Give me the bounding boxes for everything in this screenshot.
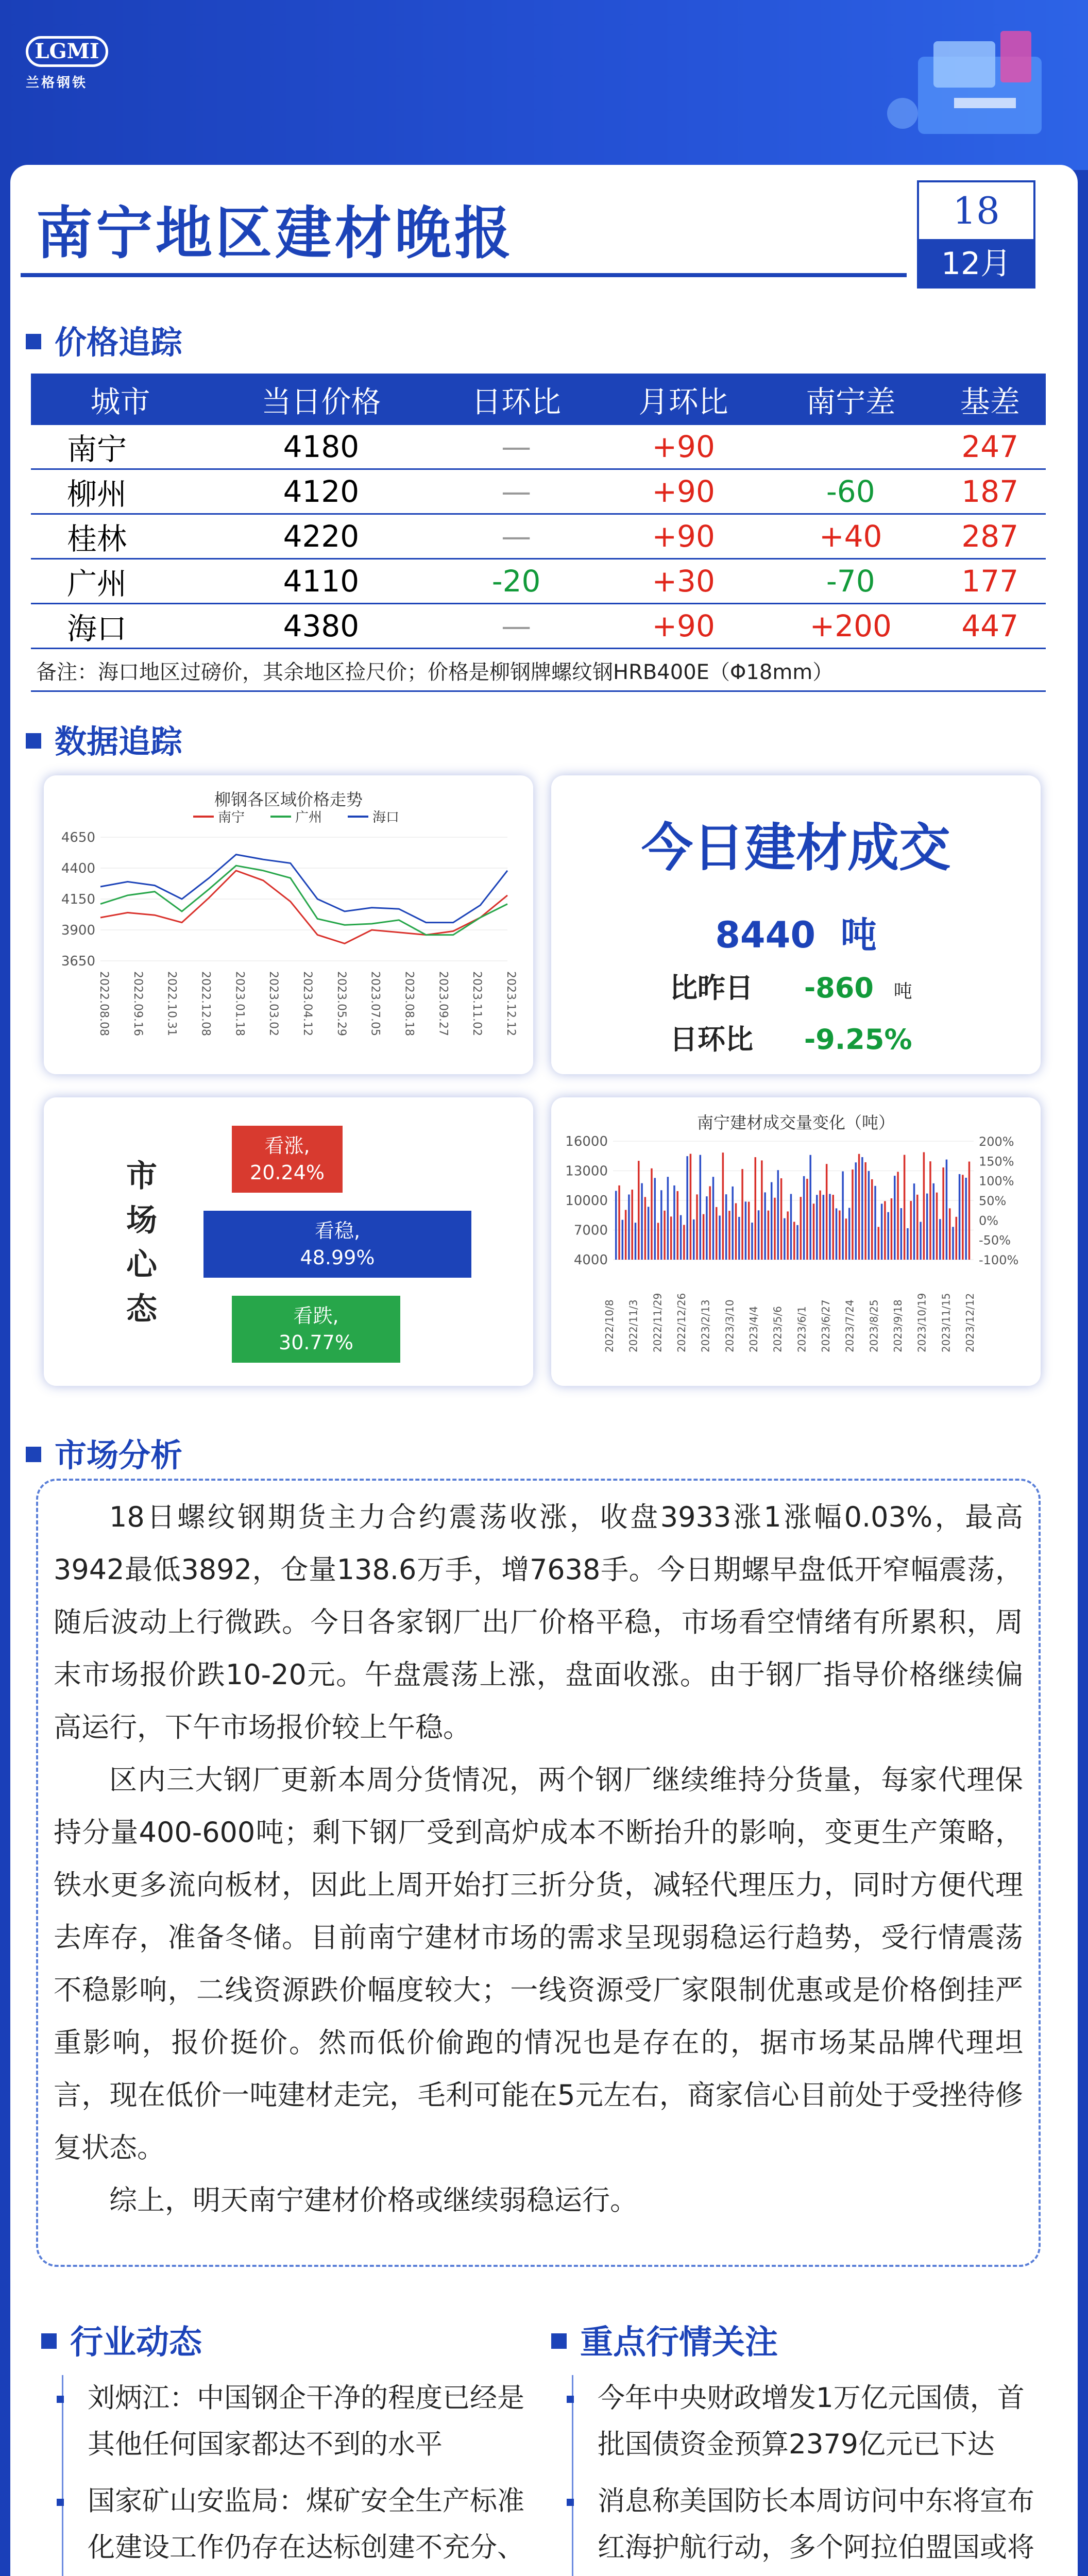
analysis-paragraph: 区内三大钢厂更新本周分货情况，两个钢厂继续维持分货量，每家代理保持分量400-600吨；剩下钢厂受到高炉成本不断抬升的影响，变更生产策略，铁水更多流向板材，因此上周开始打三折分货，减轻代理压力，同时方便代理去库存，准备冬储。目前南宁建材市场的需求呈现弱稳运行趋势，受行情震荡不稳影响，二线资源跌价幅度较大；一线资源受厂家限制优惠或是价格倒挂严重影响，报价挺价。然而低价偷跑的情况也是存在的，据市场某品牌代理坦言，现在低价一吨建材走完，毛利可能在5元左右，商家信心目前处于受挫待修复状态。 [54, 1764, 1023, 2164]
volume-bar [638, 1161, 640, 1260]
volume-bar [748, 1201, 750, 1260]
volume-bar [667, 1177, 669, 1260]
diff-cell: -70 [767, 559, 934, 604]
city-cell: 南宁 [31, 425, 210, 469]
volume-bar [686, 1156, 688, 1260]
list-item[interactable] [46, 2478, 531, 2576]
volume-bar [852, 1170, 854, 1260]
month-change-cell: +90 [600, 604, 767, 649]
sentiment-value: 20.24% [250, 1161, 325, 1184]
x-tick-label: 2023/3/10 [723, 1299, 736, 1352]
volume-bar [907, 1228, 909, 1260]
industry-news-list [46, 2375, 531, 2576]
volume-bar [848, 1208, 851, 1260]
y2-tick-label: 50% [979, 1194, 1007, 1208]
sentiment-bar [203, 1211, 471, 1278]
section-title-data [26, 716, 182, 762]
date-month: 12月 [919, 239, 1033, 289]
today-volume [551, 906, 1041, 958]
x-tick-label: 2023/2/13 [699, 1299, 712, 1352]
y-tick-label: 13000 [565, 1163, 608, 1179]
volume-chart [551, 1131, 1041, 1383]
section-label: 重点行情关注 [580, 2324, 778, 2362]
volume-bar [942, 1167, 944, 1260]
x-tick-label: 2022.09.16 [131, 971, 144, 1036]
series-line [100, 866, 507, 935]
volume-bar [768, 1211, 770, 1260]
x-tick-label: 2023/6/1 [795, 1306, 808, 1352]
x-tick-label: 2022/10/8 [603, 1299, 616, 1352]
chart-title: 柳钢各区域价格走势 [214, 790, 363, 809]
volume-bar [625, 1210, 627, 1260]
table-row [31, 559, 1046, 604]
series-line [100, 855, 507, 923]
column-header: 城市 [31, 374, 210, 425]
title-underline [21, 273, 907, 277]
volume-bar [861, 1157, 863, 1260]
volume-bar [693, 1219, 695, 1260]
volume-bar [774, 1198, 776, 1260]
month-change-cell: +90 [600, 425, 767, 469]
volume-bar [683, 1225, 685, 1260]
price-trend-chart [44, 806, 533, 1074]
table-row [31, 425, 1046, 469]
volume-value: 8440 [715, 914, 816, 956]
sentiment-label: 市场心态 [126, 1158, 157, 1327]
price-cell: 4110 [210, 559, 433, 604]
volume-bar [897, 1172, 899, 1260]
volume-bar [946, 1160, 948, 1260]
volume-bar [871, 1179, 873, 1260]
table-row [31, 514, 1046, 559]
volume-bar [780, 1178, 783, 1260]
volume-bar [800, 1197, 802, 1260]
volume-bar [622, 1220, 624, 1260]
y-tick-label: 7000 [573, 1223, 608, 1239]
today-volume-box [551, 775, 1041, 1074]
basis-cell: 287 [934, 514, 1046, 559]
volume-bar [933, 1183, 935, 1260]
x-tick-label: 2022/11/29 [651, 1293, 664, 1352]
analysis-paragraph: 18日螺纹钢期货主力合约震荡收涨，收盘3933涨1涨幅0.03%，最高3942最低3892，仓量138.6万手，增7638手。今日期螺早盘低开窄幅震荡，随后波动上行微跌。今日各家钢厂出厂价格平稳，市场看空情绪有所累积，周末市场报价跌10-20元。午盘震荡上涨，盘面收涨。由于钢厂指导价格继续偏高运行，下午市场报价较上午稳。 [54, 1501, 1023, 1743]
day-ratio-label: 日环比 [670, 1023, 753, 1056]
x-tick-label: 2023.11.02 [470, 971, 484, 1036]
volume-bar [926, 1194, 928, 1260]
section-label: 价格追踪 [55, 324, 183, 361]
volume-bar [777, 1170, 779, 1260]
x-tick-label: 2022/12/26 [675, 1293, 688, 1352]
y-tick-label: 3650 [61, 954, 95, 969]
volume-bar [712, 1177, 715, 1260]
volume-bar [916, 1195, 919, 1260]
volume-bar [751, 1223, 753, 1260]
sentiment-value: 48.99% [300, 1246, 375, 1269]
x-tick-label: 2023.07.05 [368, 971, 382, 1036]
sentiment-value: 30.77% [279, 1331, 353, 1354]
list-item[interactable] [46, 2375, 531, 2468]
news-text: 刘炳江：中国钢企干净的程度已经是其他任何国家都达不到的水平 [88, 2382, 524, 2460]
sentiment-name: 看跌, [293, 1304, 339, 1327]
x-tick-label: 2023.03.02 [267, 971, 280, 1036]
volume-bar [819, 1191, 821, 1260]
diff-cell: -60 [767, 469, 934, 514]
volume-bar [842, 1172, 844, 1260]
volume-bar [725, 1194, 727, 1260]
month-change-cell: +90 [600, 469, 767, 514]
y2-tick-label: 200% [979, 1134, 1014, 1149]
section-marker-icon [26, 1447, 41, 1462]
analysis-paragraph: 综上，明天南宁建材价格或继续弱稳运行。 [109, 2184, 638, 2216]
bullet-icon [567, 2499, 574, 2506]
news-text: 国家矿山安监局：煤矿安全生产标准化建设工作仍存在达标创建不充分、 [88, 2485, 524, 2563]
analysis-box [36, 1479, 1041, 2267]
volume-chart-box [551, 1097, 1041, 1386]
column-header: 基差 [934, 374, 1046, 425]
today-title: 今日建材成交 [641, 818, 950, 878]
logo-badge: LGMI [26, 36, 108, 67]
legend-label: 广州 [295, 810, 322, 825]
section-marker-icon [551, 2333, 567, 2349]
volume-bar [677, 1191, 679, 1260]
volume-bar [836, 1208, 838, 1260]
x-tick-label: 2022.08.08 [97, 971, 110, 1036]
volume-bar [784, 1218, 786, 1260]
volume-bar [796, 1225, 798, 1260]
table-row [31, 604, 1046, 649]
volume-bar [719, 1215, 721, 1260]
volume-bar [803, 1176, 805, 1260]
y-tick-label: 4150 [61, 892, 95, 907]
y-tick-label: 4400 [61, 861, 95, 876]
brand-logo [26, 36, 113, 91]
volume-bar [722, 1153, 724, 1260]
price-table [31, 374, 1046, 649]
page-title: 南宁地区建材晚报 [36, 200, 514, 266]
day-ratio-row [670, 1018, 912, 1057]
volume-bar [635, 1223, 637, 1260]
x-tick-label: 2023/11/15 [940, 1293, 953, 1352]
day-change-cell: — [433, 469, 600, 514]
volume-bar [657, 1223, 659, 1260]
day-ratio-value: -9.25% [804, 1023, 912, 1056]
vs-yesterday-unit: 吨 [893, 981, 912, 1002]
vs-yesterday-row [670, 966, 912, 1006]
x-tick-label: 2022.12.08 [199, 971, 212, 1036]
chart-title: 南宁建材成交量变化（吨） [696, 1113, 895, 1132]
x-tick-label: 2023/7/24 [843, 1299, 856, 1352]
volume-bar [628, 1195, 630, 1260]
diff-cell: +200 [767, 604, 934, 649]
volume-bar [884, 1201, 886, 1260]
volume-bar [664, 1211, 666, 1260]
x-tick-label: 2023/9/18 [892, 1299, 904, 1352]
section-label: 市场分析 [55, 1436, 183, 1474]
news-text: 消息称美国防长本周访问中东将宣布红海护航行动，多个阿拉伯盟国或将 [598, 2485, 1034, 2563]
legend-label: 海口 [372, 810, 400, 825]
note-divider [31, 690, 1046, 692]
sentiment-bar [232, 1126, 343, 1193]
volume-bar [741, 1169, 743, 1260]
sentiment-bar [232, 1296, 400, 1363]
sentiment-name: 看涨, [264, 1134, 310, 1157]
vs-yesterday-value: -860 [804, 972, 874, 1004]
volume-bar [696, 1194, 698, 1260]
x-tick-label: 2022/11/3 [627, 1299, 640, 1352]
volume-bar [894, 1176, 896, 1260]
day-change-cell: — [433, 425, 600, 469]
volume-bar [891, 1198, 893, 1260]
volume-bar [806, 1179, 808, 1260]
volume-bar [874, 1186, 876, 1260]
volume-bar [956, 1217, 958, 1260]
section-label: 行业动态 [70, 2324, 202, 2362]
bullet-icon [57, 2499, 64, 2506]
volume-bar [968, 1162, 971, 1260]
x-tick-label: 2023.01.18 [233, 971, 246, 1036]
diff-cell: +40 [767, 514, 934, 559]
y-tick-label: 10000 [565, 1193, 608, 1209]
column-header: 日环比 [433, 374, 600, 425]
section-title-analysis [26, 1430, 182, 1476]
y2-tick-label: -50% [979, 1233, 1011, 1248]
volume-bar [913, 1183, 915, 1260]
volume-bar [809, 1155, 811, 1260]
volume-bar [904, 1155, 906, 1260]
legend-label: 南宁 [218, 810, 245, 825]
volume-bar [823, 1195, 825, 1260]
market-sentiment-box [44, 1097, 533, 1386]
volume-bar [651, 1168, 653, 1260]
volume-bar [728, 1211, 730, 1260]
volume-bar [881, 1204, 883, 1260]
volume-bar [845, 1218, 847, 1260]
volume-bar [745, 1201, 747, 1260]
column-header: 当日价格 [210, 374, 433, 425]
volume-bar [648, 1207, 650, 1260]
price-cell: 4380 [210, 604, 433, 649]
volume-bar [716, 1207, 718, 1260]
table-row [31, 469, 1046, 514]
volume-bar [787, 1211, 789, 1260]
volume-bar [706, 1196, 708, 1260]
y2-tick-label: 0% [979, 1213, 999, 1228]
month-change-cell: +30 [600, 559, 767, 604]
section-title-industry [41, 2316, 202, 2363]
y2-tick-label: 150% [979, 1154, 1014, 1169]
basis-cell: 177 [934, 559, 1046, 604]
city-cell: 广州 [31, 559, 210, 604]
city-cell: 桂林 [31, 514, 210, 559]
column-header: 南宁差 [767, 374, 934, 425]
bullet-icon [57, 2396, 64, 2403]
volume-bar [764, 1192, 766, 1260]
volume-bar [758, 1210, 760, 1260]
volume-bar [703, 1214, 705, 1260]
volume-bar [878, 1227, 880, 1260]
day-change-cell: — [433, 514, 600, 559]
x-tick-label: 2023/10/19 [915, 1293, 928, 1352]
volume-bar [965, 1178, 967, 1260]
price-cell: 4120 [210, 469, 433, 514]
volume-bar [631, 1190, 633, 1260]
volume-bar [887, 1212, 889, 1260]
x-tick-label: 2023/6/27 [820, 1299, 832, 1352]
x-tick-label: 2023/5/6 [771, 1306, 784, 1352]
volume-bar [680, 1215, 682, 1260]
volume-bar [690, 1154, 692, 1260]
volume-bar [813, 1204, 815, 1260]
y2-tick-label: -100% [979, 1253, 1019, 1267]
volume-bar [673, 1185, 675, 1260]
volume-bar [826, 1164, 828, 1260]
volume-bar [864, 1162, 866, 1260]
section-marker-icon [26, 334, 41, 349]
y-tick-label: 16000 [565, 1134, 608, 1149]
y-tick-label: 3900 [61, 923, 95, 938]
section-title-focus [551, 2316, 778, 2363]
volume-bar [761, 1160, 763, 1260]
section-marker-icon [41, 2333, 57, 2349]
table-header-row [31, 374, 1046, 425]
volume-bar [959, 1174, 961, 1260]
volume-bar [641, 1183, 643, 1260]
column-header: 月环比 [600, 374, 767, 425]
x-tick-label: 2022.10.31 [165, 971, 178, 1036]
date-day: 18 [953, 189, 1000, 232]
news-text: 今年中央财政增发1万亿元国债，首批国债资金预算2379亿元已下达 [598, 2382, 1025, 2460]
bullet-icon [567, 2396, 574, 2403]
volume-bar [858, 1154, 860, 1260]
price-cell: 4220 [210, 514, 433, 559]
volume-bar [738, 1217, 740, 1260]
decoration-illustration [872, 10, 1067, 160]
x-tick-label: 2023/8/25 [868, 1299, 880, 1352]
volume-bar [700, 1155, 702, 1260]
volume-bar [868, 1171, 870, 1260]
date-badge [917, 180, 1035, 289]
volume-bar [793, 1222, 795, 1260]
volume-bar [771, 1182, 773, 1260]
volume-bar [732, 1187, 734, 1260]
y-tick-label: 4000 [573, 1252, 608, 1268]
section-label: 数据追踪 [55, 723, 183, 760]
price-note: 备注：海口地区过磅价，其余地区捡尺价；价格是柳钢牌螺纹钢HRB400E（Φ18mm） [36, 660, 834, 684]
volume-bar [660, 1190, 662, 1260]
volume-bar [962, 1175, 964, 1260]
vs-yesterday-label: 比昨日 [670, 972, 753, 1004]
x-tick-label: 2023.08.18 [402, 971, 416, 1036]
section-marker-icon [26, 733, 41, 749]
x-tick-label: 2023.12.12 [504, 971, 517, 1036]
x-tick-label: 2023.04.12 [301, 971, 314, 1036]
volume-bar [654, 1178, 656, 1260]
list-item[interactable] [556, 2478, 1041, 2576]
city-cell: 海口 [31, 604, 210, 649]
volume-bar [644, 1197, 647, 1260]
list-item[interactable] [556, 2375, 1041, 2468]
volume-unit: 吨 [840, 914, 877, 956]
volume-bar [949, 1208, 951, 1260]
price-trend-chart-box [44, 775, 533, 1074]
y-tick-label: 4650 [61, 830, 95, 845]
month-change-cell: +90 [600, 514, 767, 559]
y2-tick-label: 100% [979, 1174, 1014, 1189]
volume-bar [790, 1194, 792, 1260]
volume-bar [923, 1152, 925, 1260]
logo-subtitle: 兰格钢铁 [26, 75, 88, 91]
basis-cell: 247 [934, 425, 1046, 469]
volume-bar [910, 1201, 912, 1260]
volume-bar [855, 1162, 857, 1260]
focus-news-list [556, 2375, 1041, 2576]
x-tick-label: 2023.09.27 [436, 971, 450, 1036]
x-tick-label: 2023/4/4 [747, 1306, 760, 1352]
day-change-cell: -20 [433, 559, 600, 604]
section-title-price [26, 317, 182, 363]
volume-bar [816, 1195, 818, 1260]
volume-bar [839, 1210, 841, 1260]
volume-bar [920, 1222, 922, 1260]
sentiment-name: 看稳, [314, 1219, 361, 1242]
diff-cell [767, 425, 934, 469]
volume-bar [936, 1193, 938, 1260]
day-change-cell: — [433, 604, 600, 649]
volume-bar [939, 1219, 941, 1260]
volume-bar [755, 1157, 757, 1260]
price-cell: 4180 [210, 425, 433, 469]
volume-bar [829, 1194, 831, 1260]
city-cell: 柳州 [31, 469, 210, 514]
volume-bar [670, 1216, 672, 1260]
volume-bar [832, 1195, 834, 1260]
x-tick-label: 2023.05.29 [334, 971, 348, 1036]
basis-cell: 447 [934, 604, 1046, 649]
volume-bar [618, 1185, 620, 1260]
x-tick-label: 2023/12/12 [964, 1293, 976, 1352]
volume-bar [952, 1227, 954, 1260]
volume-bar [735, 1203, 737, 1260]
basis-cell: 187 [934, 469, 1046, 514]
volume-bar [929, 1161, 931, 1260]
volume-bar [615, 1191, 617, 1260]
volume-bar [709, 1186, 711, 1260]
volume-bar [900, 1208, 903, 1260]
